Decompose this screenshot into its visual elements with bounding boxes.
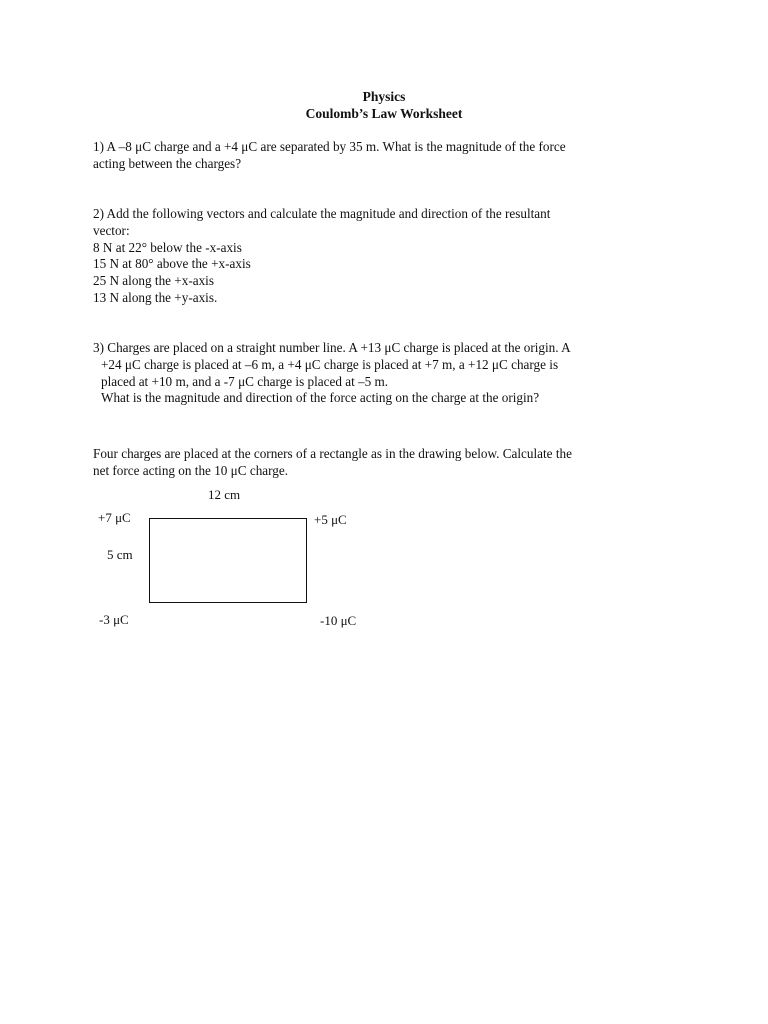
vector-item: 25 N along the +x-axis <box>93 273 214 289</box>
height-label: 5 cm <box>107 547 133 562</box>
subject-title: Physics <box>362 89 406 104</box>
charge-bottom-left: -3 μC <box>99 612 129 627</box>
charge-top-left: +7 μC <box>98 510 131 525</box>
question-2-line: 2) Add the following vectors and calculate the magnitude and direction of the resultant <box>93 206 551 221</box>
question-3-line: +24 μC charge is placed at –6 m, a +4 μC charge is placed at +7 m, a +12 μC charge is <box>101 356 559 372</box>
charge-top-right: +5 μC <box>314 512 347 527</box>
question-3-line: placed at +10 m, and a -7 μC charge is placed at –5 m. <box>101 373 389 389</box>
question-2 <box>93 206 668 307</box>
question-3-line: What is the magnitude and direction of the force acting on the charge at the origin? <box>101 390 540 406</box>
question-1 <box>93 139 668 173</box>
charge-rectangle <box>149 518 307 603</box>
worksheet-title: Coulomb’s Law Worksheet <box>305 106 463 121</box>
charge-bottom-right: -10 μC <box>320 613 357 628</box>
vector-item: 13 N along the +y-axis. <box>93 289 218 305</box>
vector-item: 8 N at 22° below the -x-axis <box>93 239 242 255</box>
question-3-line: 3) Charges are placed on a straight number line. A +13 μC charge is placed at the origin. A <box>93 340 571 355</box>
question-3 <box>93 340 668 407</box>
question-1-line: acting between the charges? <box>93 155 242 171</box>
question-4-line: Four charges are placed at the corners of a rectangle as in the drawing below. Calculate the <box>93 446 572 461</box>
question-4 <box>93 446 668 480</box>
width-label: 12 cm <box>208 487 241 502</box>
question-1-line: 1) A –8 μC charge and a +4 μC are separated by 35 m. What is the magnitude of the force <box>93 139 566 154</box>
worksheet-header <box>0 88 768 122</box>
question-4-line: net force acting on the 10 μC charge. <box>93 462 289 478</box>
question-2-line: vector: <box>93 222 130 238</box>
vector-item: 15 N at 80° above the +x-axis <box>93 256 251 272</box>
